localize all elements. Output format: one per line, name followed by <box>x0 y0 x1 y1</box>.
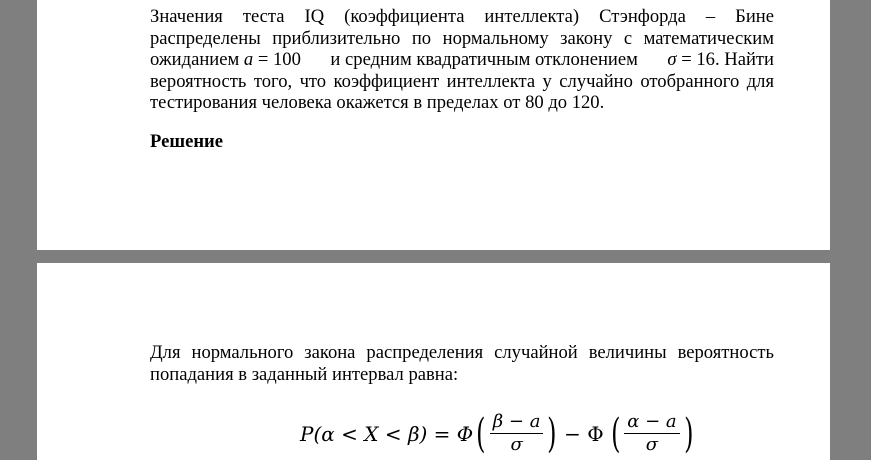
line3-part-a <box>150 49 301 71</box>
problem-line-3 <box>150 49 774 71</box>
solution-paragraph <box>150 342 774 385</box>
fraction-2-denominator: σ <box>645 434 659 455</box>
sigma-variable: σ <box>667 49 677 70</box>
paren-open-1: ( <box>476 410 486 457</box>
problem-line-4: вероятность того, что коэффициент интеллекта у случайно отобранного для <box>150 70 774 92</box>
problem-line-5: тестирования человека окажется в пределах от 80 до 120. <box>150 92 605 113</box>
paren-close-1: ) <box>547 410 557 457</box>
fraction-1-denominator: σ <box>510 434 523 455</box>
line3-middle: и средним квадратичным отклонением <box>330 49 638 70</box>
formula-lhs: P(α < X < β) = Φ <box>300 421 474 446</box>
a-value: = 100 <box>253 49 301 70</box>
fraction-1 <box>490 411 544 456</box>
line3-suffix: . Найти <box>714 49 774 70</box>
a-variable: a <box>243 49 254 70</box>
fraction-1-numerator: β − a <box>490 411 544 434</box>
solution-line-1: Для нормального закона распределения случайной величины вероятность <box>150 342 774 363</box>
paren-close-2: ) <box>683 410 694 457</box>
fraction-2-numerator: α − a <box>624 411 679 434</box>
problem-page <box>37 0 830 250</box>
sigma-value: = 16 <box>676 49 715 70</box>
problem-line-2: распределены приблизительно по нормальному закону с математическим <box>150 27 774 49</box>
problem-text <box>150 6 774 114</box>
solution-page <box>37 263 830 460</box>
problem-line-1: Значения теста IQ (коэффициента интеллекта) Стэнфорда – Бине <box>150 6 774 27</box>
paren-open-2: ( <box>610 410 621 457</box>
solution-heading: Решение <box>150 131 223 152</box>
fraction-2 <box>624 411 679 456</box>
probability-formula <box>300 411 696 456</box>
solution-line-2: попадания в заданный интервал равна: <box>150 363 459 385</box>
formula-minus: − Φ <box>564 421 604 446</box>
line3-part-sigma <box>667 49 774 71</box>
line3-prefix: ожиданием <box>150 49 244 70</box>
